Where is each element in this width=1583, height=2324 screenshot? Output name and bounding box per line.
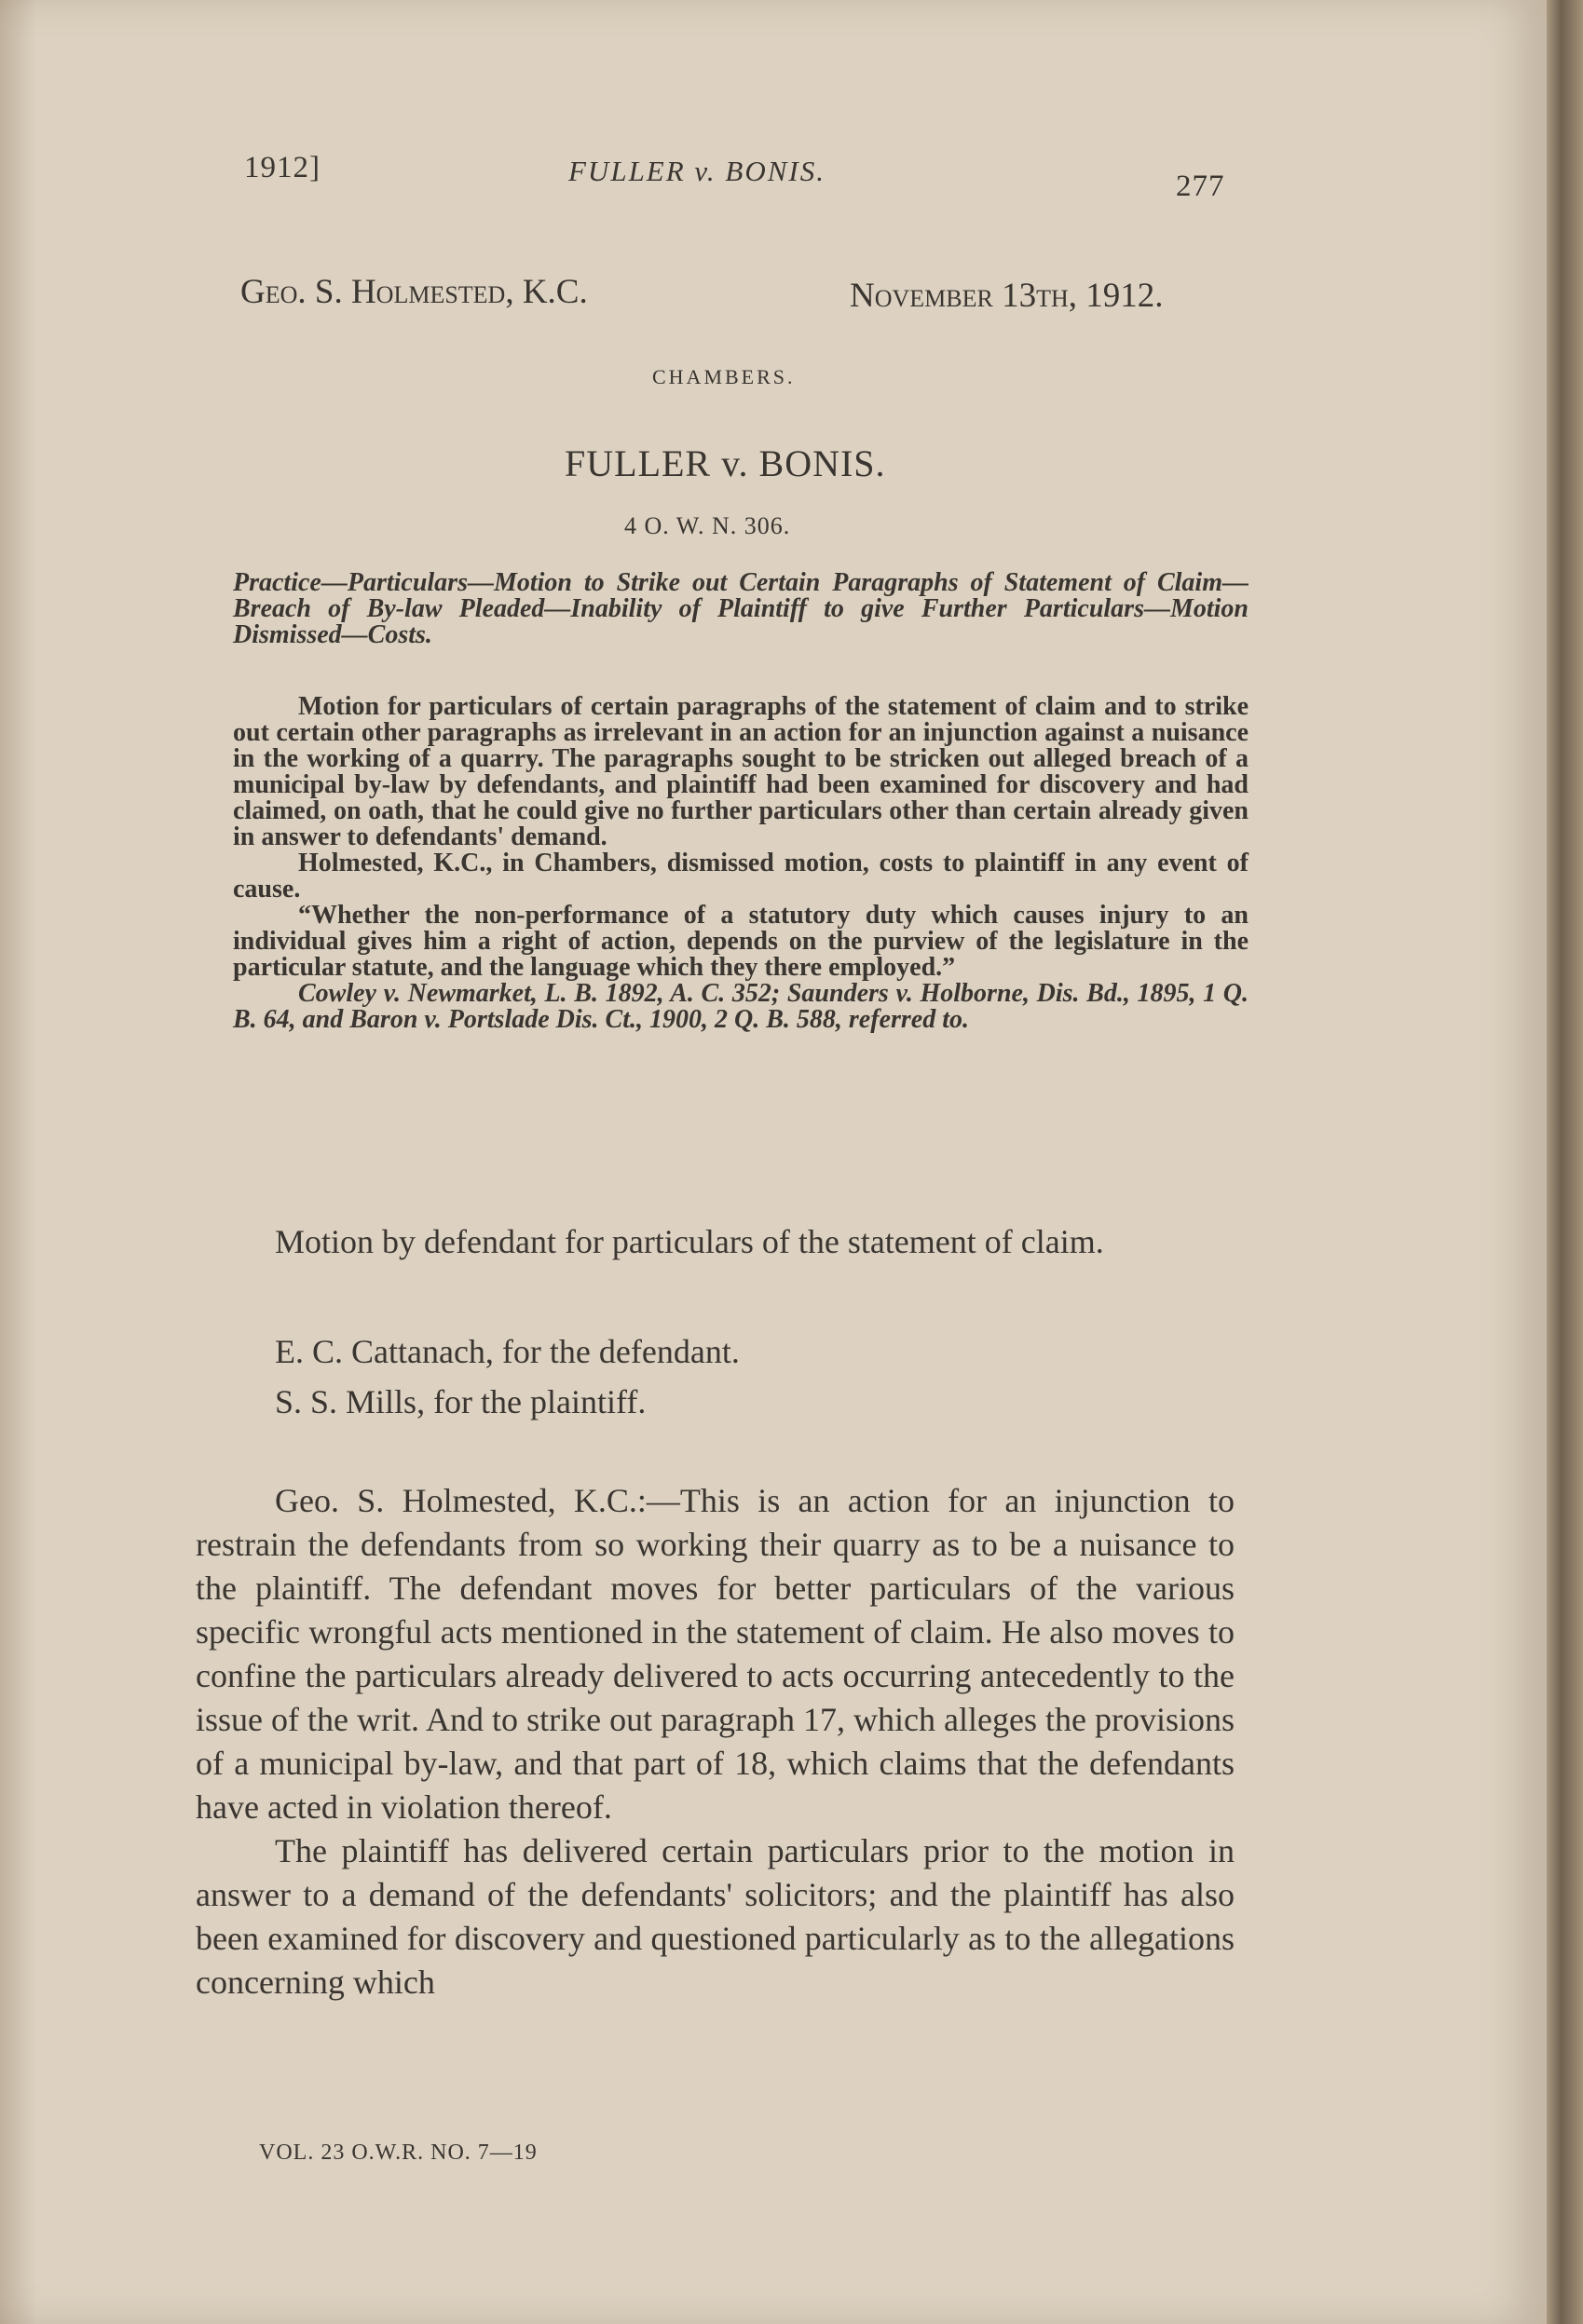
headnote-paragraph: Holmested, K.C., in Chambers, dismissed motion, costs to plaintiff in any event of cause. <box>233 849 1249 904</box>
motion-paragraph: Motion by defendant for particulars of the statement of claim. <box>275 1223 1104 1260</box>
catchwords: Practice—Particulars—Motion to Strike out Certain Paragraphs of Statement of Claim—Breach of By-law Pleaded—Inability of Plaintiff to give Further Particulars—Motion Dismissed—Costs. <box>233 568 1249 649</box>
page-number: 277 <box>1176 170 1225 203</box>
counsel-plaintiff: S. S. Mills, for the plaintiff. <box>275 1383 647 1420</box>
section-label: CHAMBERS. <box>652 365 796 388</box>
motion-text <box>196 1220 1235 1264</box>
headnote-paragraph: Cowley v. Newmarket, L. B. 1892, A. C. 352; Saunders v. Holborne, Dis. Bd., 1895, 1 Q. B. 64, and Baron v. Portslade Dis. Ct., 1900, 2 Q. B. 588, referred to. <box>233 979 1249 1034</box>
page-gutter-shadow <box>0 0 37 2324</box>
report-citation: 4 O. W. N. 306. <box>624 512 791 539</box>
headnote-paragraph: “Whether the non-performance of a statutory duty which causes injury to an individual gives him a right of action, depends on the purview of the legislature in the particular statute, and the language which they there employed.” <box>233 901 1249 982</box>
case-title: FULLER v. BONIS. <box>565 442 886 484</box>
judge-name: Geo. S. Holmested, K.C. <box>240 273 588 311</box>
counsel-defendant: E. C. Cattanach, for the defendant. <box>275 1333 740 1370</box>
running-head-year: 1912] <box>244 151 321 184</box>
signature-line: VOL. 23 O.W.R. NO. 7—19 <box>259 2141 538 2165</box>
running-head-case: FULLER v. BONIS. <box>568 155 826 187</box>
headnote <box>233 694 1249 1033</box>
judgment-paragraph: Geo. S. Holmested, K.C.:—This is an action for an injunction to restrain the defendants from so working their quarry as to be a nuisance to the plaintiff. The defendant moves for better particulars of the various specific wrongful acts mentioned in the statement of claim. He also moves to confine the particulars already delivered to acts occurring antecedently to the issue of the writ. And to strike out paragraph 17, which alleges the provisions of a municipal by-law, and that part of 18, which claims that the defendants have acted in violation thereof. <box>196 1482 1235 1826</box>
page-edge <box>1547 0 1583 2324</box>
judgment-date: November 13th, 1912. <box>850 277 1164 315</box>
judgment-text <box>196 1479 1235 2005</box>
headnote-paragraph: Motion for particulars of certain paragraphs of the statement of claim and to strike out certain other paragraphs as irrelevant in an action for an injunction against a nuisance in the working of a quarry. The paragraphs sought to be stricken out alleged breach of a municipal by-law by defendants, and plaintiff had been examined for discovery and had claimed, on oath, that he could give no further particulars other than certain already given in answer to defendants' demand. <box>233 692 1249 851</box>
judgment-paragraph: The plaintiff has delivered certain particulars prior to the motion in answer to a demand of the defendants' solicitors; and the plaintiff has also been examined for discovery and questioned particularly as to the allegations concerning which <box>196 1832 1235 2001</box>
